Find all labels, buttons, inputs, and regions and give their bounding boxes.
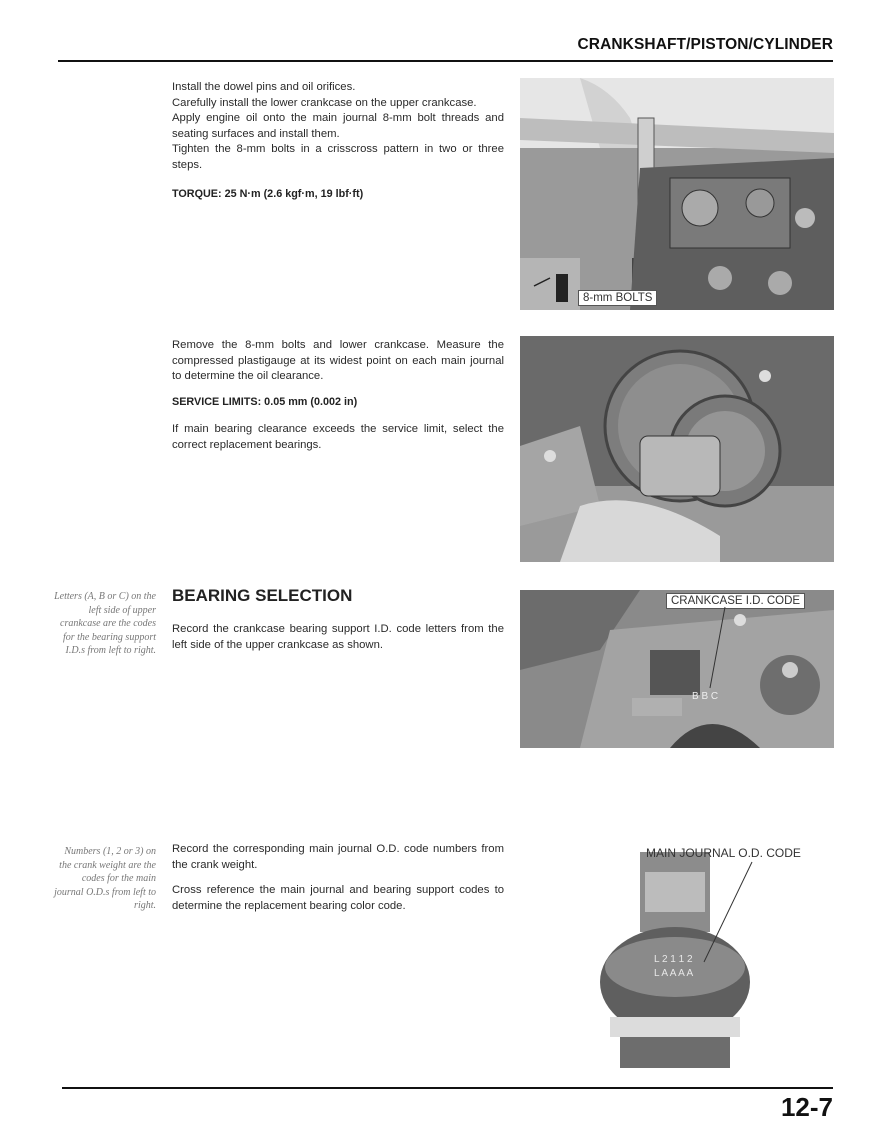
photo-plastigauge — [520, 336, 834, 562]
install-instructions — [172, 80, 504, 211]
engine-photo-graphic — [520, 78, 834, 310]
instruction-paragraph: Carefully install the lower crankcase on the upper crankcase. — [172, 96, 477, 109]
record-journal-paragraph: Record the corresponding main journal O.D. code numbers from the crank weight. — [172, 843, 504, 871]
cross-reference-paragraph: Cross reference the main journal and bearing support codes to determine the replacement bearing color code. — [172, 884, 504, 912]
gear-photo-graphic — [520, 336, 834, 562]
photo-tightening-bolts — [520, 78, 834, 310]
callout-crankcase-id-code: CRANKCASE I.D. CODE — [666, 593, 805, 609]
callout-8mm-bolts: 8-mm BOLTS — [578, 290, 657, 306]
service-limits: SERVICE LIMITS: 0.05 mm (0.002 in) — [172, 395, 358, 408]
margin-note-letter-codes: Letters (A, B or C) on the left side of upper crankcase are the codes for the bearing support I.D.s from left to right. — [54, 591, 156, 656]
callout-main-journal-od-code: MAIN JOURNAL O.D. CODE — [646, 846, 801, 860]
record-crankcase-paragraph: Record the crankcase bearing support I.D. code letters from the left side of the upper crankcase as shown. — [172, 623, 504, 651]
photo-crankcase-id-code — [520, 590, 834, 748]
clearance-instructions — [172, 338, 504, 461]
instruction-paragraph: Apply engine oil onto the main journal 8-mm bolt threads and seating surfaces and install them. — [172, 112, 504, 140]
header-rule — [58, 60, 833, 62]
heading-bearing-selection: BEARING SELECTION — [172, 586, 353, 605]
journal-code-instructions — [172, 842, 504, 922]
crankcase-code-stamp: B B C — [692, 691, 719, 702]
bearing-clearance-paragraph: If main bearing clearance exceeds the service limit, select the correct replacement bearings. — [172, 423, 504, 451]
bearing-support-instructions — [172, 622, 504, 661]
torque-spec: TORQUE: 25 N·m (2.6 kgf·m, 19 lbf·ft) — [172, 188, 364, 200]
instruction-paragraph: Tighten the 8-mm bolts in a crisscross pattern in two or three steps. — [172, 143, 504, 171]
photo-crankshaft — [600, 842, 750, 1068]
callout-leader-line — [520, 590, 834, 748]
journal-code-stamp-line2: L A A A A — [654, 968, 694, 979]
journal-code-stamp-line1: L 2 1 1 2 — [654, 954, 693, 965]
section-title: CRANKSHAFT/PISTON/CYLINDER — [577, 36, 833, 53]
margin-note-number-codes: Numbers (1, 2 or 3) on the crank weight are the codes for the main journal O.D.s from left to right. — [54, 846, 156, 911]
measure-paragraph: Remove the 8-mm bolts and lower crankcase. Measure the compressed plastigauge at its widest point on each main journal to determine the oil clearance. — [172, 339, 504, 382]
footer-rule — [62, 1087, 833, 1089]
instruction-paragraph: Install the dowel pins and oil orifices. — [172, 81, 356, 93]
page-number: 12-7 — [780, 1092, 833, 1122]
